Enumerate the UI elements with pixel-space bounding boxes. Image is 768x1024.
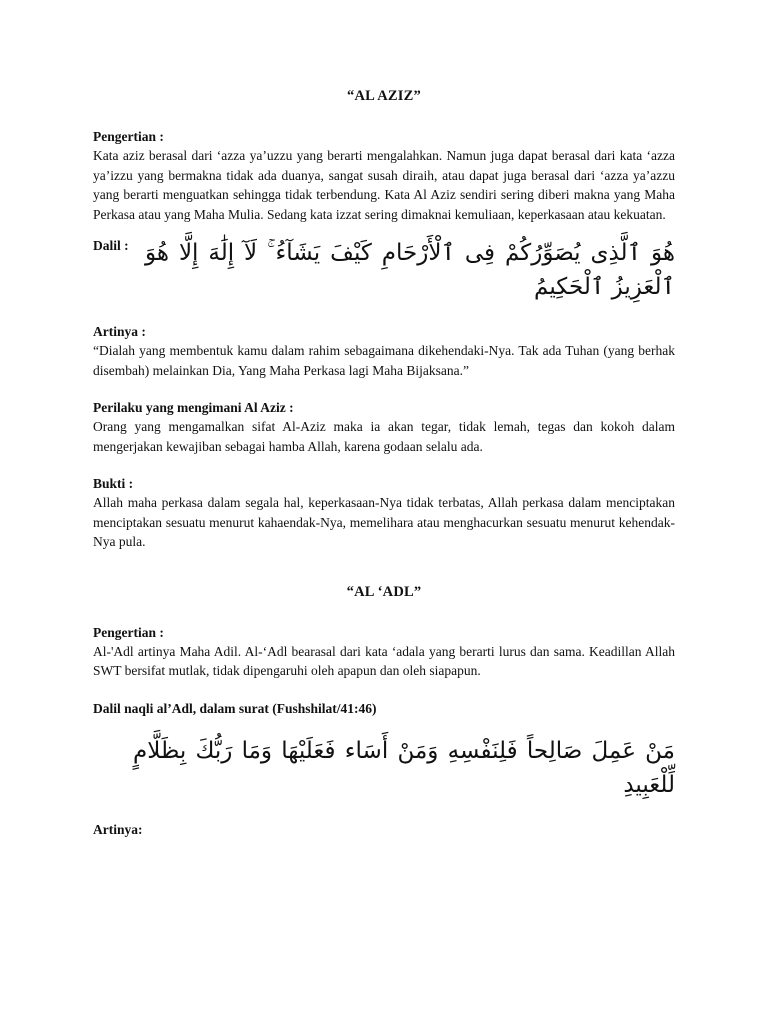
dalil-heading: Dalil : bbox=[93, 238, 129, 253]
section-title-al-aziz: “AL AZIZ” bbox=[347, 88, 421, 104]
perilaku-heading: Perilaku yang mengimani Al Aziz : bbox=[93, 400, 294, 415]
pengertian-heading: Pengertian : bbox=[93, 129, 164, 144]
bukti-paragraph: Allah maha perkasa dalam segala hal, keperkasaan-Nya tidak terbatas, Allah perkasa dalam menciptakan menciptakan sesuatu menurut kahaendak-Nya, memelihara atau menghacurkan sesuatu menurut kehendak-Nya pula. bbox=[93, 495, 675, 549]
dalil-naqli-heading: Dalil naqli al’Adl, dalam surat (Fushshilat/41:46) bbox=[93, 700, 377, 716]
dalil-naqli-arabic-verse: مَنْ عَمِلَ صَالِحاً فَلِنَفْسِهِ وَمَنْ أَسَاء فَعَلَيْهَا وَمَا رَبُّكَ بِظَلَّامٍ لِّلْعَبِيدِ bbox=[133, 737, 675, 798]
artinya-heading-adl: Artinya: bbox=[93, 821, 143, 837]
pengertian-paragraph-adl: Al-'Adl artinya Maha Adil. Al-‘Adl bearasal dari kata ‘adala yang berarti lurus dan sama. Keadillan Allah SWT bersifat mutlak, tidak dipengaruhi oleh apapun dan oleh siapapun. bbox=[93, 643, 675, 678]
artinya-paragraph: “Dialah yang membentuk kamu dalam rahim sebagaimana dikehendaki-Nya. Tak ada Tuhan (yang berhak disembah) melainkan Dia, Yang Maha Perkasa lagi Maha Bijaksana.” bbox=[93, 343, 675, 378]
perilaku-paragraph: Orang yang mengamalkan sifat Al-Aziz maka ia akan tegar, tidak lemah, tegas dan kokoh dalam mengerjakan kewajiban sebagai hamba Allah, karena godaan selalu ada. bbox=[93, 419, 675, 454]
dalil-block bbox=[93, 236, 675, 304]
section-title-al-adl: “AL ‘ADL” bbox=[346, 583, 422, 600]
pengertian-paragraph: Kata aziz berasal dari ‘azza ya’uzzu yang berarti mengalahkan. Namun juga dapat berasal dari kata ‘azza ya’izzu yang bermakna tidak ada duanya, sangat susah diraih, atau dapat juga berasal dari ‘azza ya’azzu yang berarti menguatkan sehingga tidak terbendung. Kata Al Aziz sendiri sering diberi makna yang Maha Perkasa atau yang Maha Mulia. Sedang kata izzat sering dimaknai kemuliaan, keperkasaan atau kekuatan. bbox=[93, 148, 675, 222]
pengertian-heading-adl: Pengertian : bbox=[93, 624, 164, 640]
document-content bbox=[93, 88, 675, 839]
bukti-heading: Bukti : bbox=[93, 476, 134, 491]
artinya-heading: Artinya : bbox=[93, 324, 146, 339]
dalil-arabic-verse: هُوَ ٱلَّذِى يُصَوِّرُكُمْ فِى ٱلْأَرْحَامِ كَيْفَ يَشَآءُ ۚ لَآ إِلَٰهَ إِلَّا هُوَ ٱلْعَزِيزُ ٱلْحَكِيمُ bbox=[145, 240, 675, 300]
